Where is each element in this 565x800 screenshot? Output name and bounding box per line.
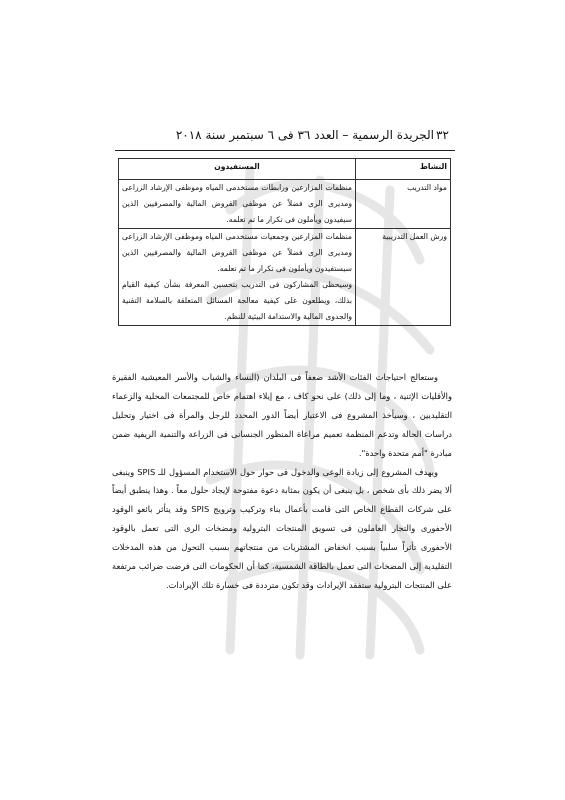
beneficiaries-cell	[119, 229, 356, 326]
header-rule	[115, 150, 455, 151]
col-header-activity: النشاط	[356, 159, 451, 180]
table-row	[119, 180, 451, 229]
paragraph: وستعالج احتياجات الفئات الأشد ضعفاً فى البلدان (النساء والشباب والأسر المعيشية الفقيرة والأقليات الإثنية ، وما إلى ذلك) على نحو كاف ، مع إيلاء اهتمام خاص للمجتمعات المحلية والزعماء التقليديين ، وسيأخذ المشروع فى الاعتبار أيضاً الدور المحدد للرجل والمرأة فى اختيار وتحليل دراسات الحالة وتدعم المنظمة تعميم مراعاة المنظور الجنسانى فى الزراعة والتنمية الريفية ضمن مبادرة "أمم متحدة واحدة".	[112, 372, 452, 458]
activities-table	[118, 158, 451, 326]
activity-cell: مواد التدريب	[356, 180, 451, 229]
beneficiaries-text: منظمات المزارعين ورابطات مستخدمى المياه وموظفى الإرشاد الزراعى ومديرى الرى فضلاً عن موظفى القروض المالية والمصرفيين الذين سيفيدون ويأملون فى تكرار ما تم تعلمه.	[122, 183, 352, 224]
activity-cell: ورش العمل التدريبية	[356, 229, 451, 326]
table-row	[119, 229, 451, 326]
running-title: الجريدة الرسمية – العدد ٣٦ فى ٦ سبتمبر سنة ٢٠١٨	[175, 128, 434, 142]
beneficiaries-cell	[119, 180, 356, 229]
body-text	[112, 368, 452, 595]
page-number: ٣٢	[436, 128, 449, 142]
paragraph: ويهدف المشروع إلى زيادة الوعى والدخول فى حوار حول الاستخدام المسؤول للـ SPIS وينبغى ألا يضر ذلك بأى شخص ، بل ينبغى أن يكون بمثابة دعوة مفتوحة لإيجاد حلول معاً . وهذا ينطبق أيضاً على شركات القطاع الخاص التى قامت بأعمال بناء وتركيب وترويج SPIS وقد يتأثر بائعو الوقود الأحفورى والتجار العاملون فى تسويق المنتجات البترولية ومضخات الرى التى تعمل بالوقود الأحفورى تأثراً سلبياً بسبب انخفاض المشتريات من منتجاتهم بسبب التحول من هذه المدخلات التقليدية إلى المضخات التى تعمل بالطاقة الشمسية، كما أن الحكومات التى فرضت ضرائب مرتفعة على المنتجات البترولية ستفقد الإيرادات وقد تكون مترددة فى خسارة تلك الإيرادات.	[112, 466, 452, 590]
col-header-beneficiaries: المستفيدون	[119, 159, 356, 180]
page-header	[0, 128, 565, 148]
beneficiaries-text: وسيحظى المشاركون فى التدريب بتحسين المعرفة بشأن كيفية القيام بذلك، ويطلعون على كيفية معالجة المسائل المتعلقة بالسلامة التقنية والجدوى المالية والاستدامة البيئية للنظم.	[122, 280, 352, 321]
table-header-row	[119, 159, 451, 180]
beneficiaries-text: منظمات المزارعين وجمعيات مستخدمى المياه وموظفى الإرشاد الزراعى ومديرى الرى فضلاً عن موظفى القروض المالية والمصرفيين الذين سيستفيدون ويأملون فى تكرار ما تم تعلمه.	[122, 232, 352, 273]
